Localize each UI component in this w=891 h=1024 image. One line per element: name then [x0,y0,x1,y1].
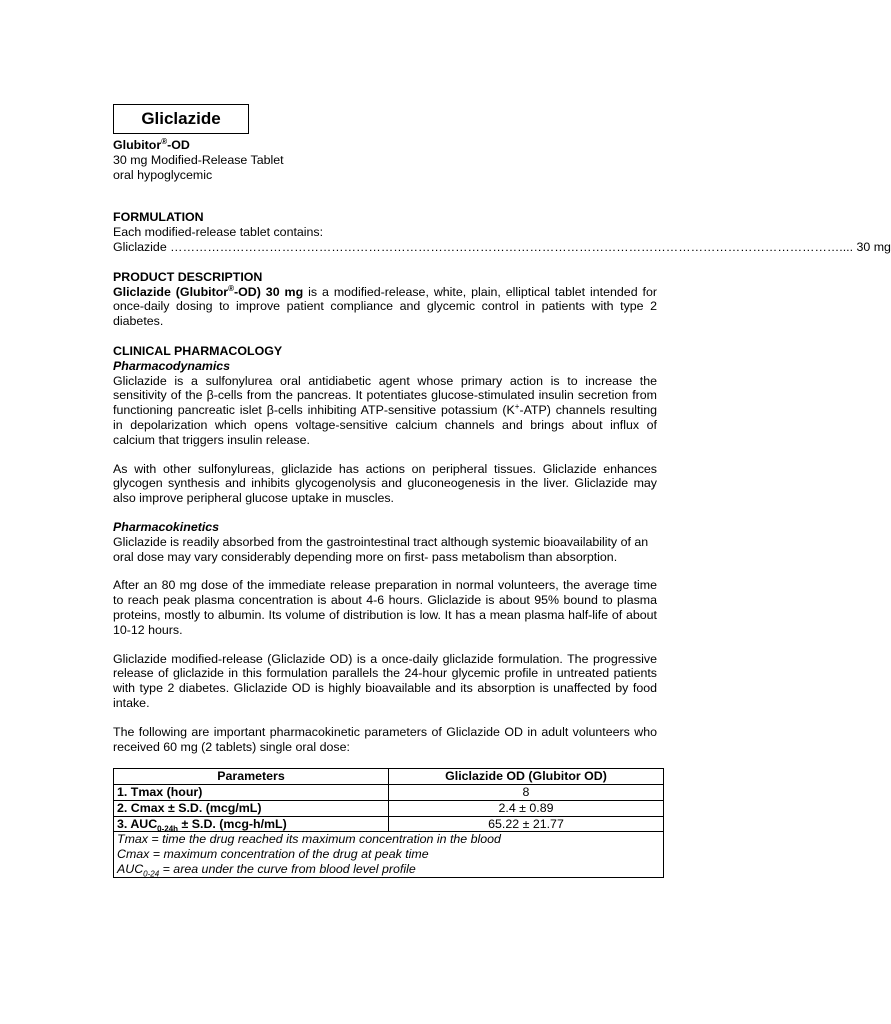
table-header-cell: Parameters [114,769,389,785]
product-description-text: Gliclazide (Glubitor®-OD) 30 mg is a modified-release, white, plain, elliptical tablet intended for once-daily dosing to improve patient compliance and glycemic control in patients with type 2 diabetes. [113,283,657,329]
class-line: oral hypoglycemic [113,167,213,182]
table-row [114,800,664,816]
pharmacodynamics-paragraph-2: As with other sulfonylureas, gliclazide has actions on peripheral tissues. Gliclazide enhances glycogen synthesis and inhibits glycogenolysis and gluconeogenesis in the liver. Gliclazide may also improve peripheral glucose uptake in muscles. [113,461,657,506]
footnote-auc: $AUC_{0-24}$ = area under the curve from blood level profile [117,862,416,879]
pharmacokinetic-parameters-table [113,768,664,878]
pharmacodynamics-heading: Pharmacodynamics [113,358,231,373]
table-cell-value: 8 [389,785,664,801]
brand-suffix: -OD [167,138,190,152]
table-row [114,785,664,801]
table-footnote-row [114,832,664,877]
table-footnotes [114,832,664,877]
table-cell-value: 2.4 ± 0.89 [389,800,664,816]
table-header-row [114,769,664,785]
footnote-tmax: Tmax = time the drug reached its maximum concentration in the blood [117,832,501,847]
document-page [113,104,891,879]
formulation-ingredient-line [113,239,891,255]
clinical-pharmacology-heading: CLINICAL PHARMACOLOGY [113,343,283,358]
registered-mark: ® [161,136,168,146]
table-row [114,816,664,832]
table-cell-parameter: 1. Tmax (hour) [114,785,389,801]
pharmacokinetics-paragraph-1: Gliclazide is readily absorbed from the gastrointestinal tract although systemic bioavailability of an oral dose may vary considerably depending more on first- pass metabolism than absorption. [113,534,649,564]
footnote-cmax: Cmax = maximum concentration of the drug at peak time [117,847,429,862]
drug-title: Gliclazide [141,108,221,128]
pharmacokinetics-paragraph-2: After an 80 mg dose of the immediate release preparation in normal volunteers, the average time to reach peak plasma concentration is about 4-6 hours. Gliclazide is about 95% bound to plasma proteins, mostly to albumin. Its volume of distribution is low. It has a mean plasma half-life of about 10-12 hours. [113,578,657,637]
brand-line [113,138,657,153]
pharmacokinetics-paragraph-3: Gliclazide modified-release (Gliclazide OD) is a once-daily gliclazide formulation. The progressive release of gliclazide in this formulation parallels the 24-hour glycemic profile in untreated patients with type 2 diabetes. Gliclazide OD is highly bioavailable and its absorption is unaffected by food intake. [113,651,657,710]
pharmacodynamics-paragraph-1: Gliclazide is a sulfonylurea oral antidiabetic agent whose primary action is to increase the sensitivity of the β-cells from the pancreas. It potentiates glucose-stimulated insulin secretion from functioning pancreatic islet β-cells inhibiting ATP-sensitive potassium (K+-ATP) channels resulting in depolarization which opens voltage-sensitive calcium channels and brings about influx of calcium that triggers insulin release. [113,373,658,447]
pharmacokinetics-heading: Pharmacokinetics [113,519,220,534]
formulation-heading: FORMULATION [113,210,204,225]
strength-line: 30 mg Modified-Release Tablet [113,152,284,167]
table-cell-parameter: 2. Cmax ± S.D. (mcg/mL) [114,800,389,816]
product-description-heading: PRODUCT DESCRIPTION [113,269,263,284]
table-cell-value: 65.22 ± 21.77 [389,816,664,832]
ingredient-amount: .... 30 mg [839,239,891,254]
ingredient-name: Gliclazide [113,239,167,254]
table-cell-parameter: 3. $AUC_{0-24h} \pm S.D$. (mcg-h/mL) [114,816,389,832]
drug-title-box [113,104,249,134]
formulation-intro: Each modified-release tablet contains: [113,225,324,240]
table-header-cell: Gliclazide OD (Glubitor OD) [389,769,664,785]
pharmacokinetics-paragraph-4: The following are important pharmacokinetic parameters of Gliclazide OD in adult volunteers who received 60 mg (2 tablets) single oral dose: [113,724,657,754]
leader-dots: ……………………………………………………………………………………………………………………………………………… [170,239,840,254]
brand-name: Glubitor [113,138,162,152]
